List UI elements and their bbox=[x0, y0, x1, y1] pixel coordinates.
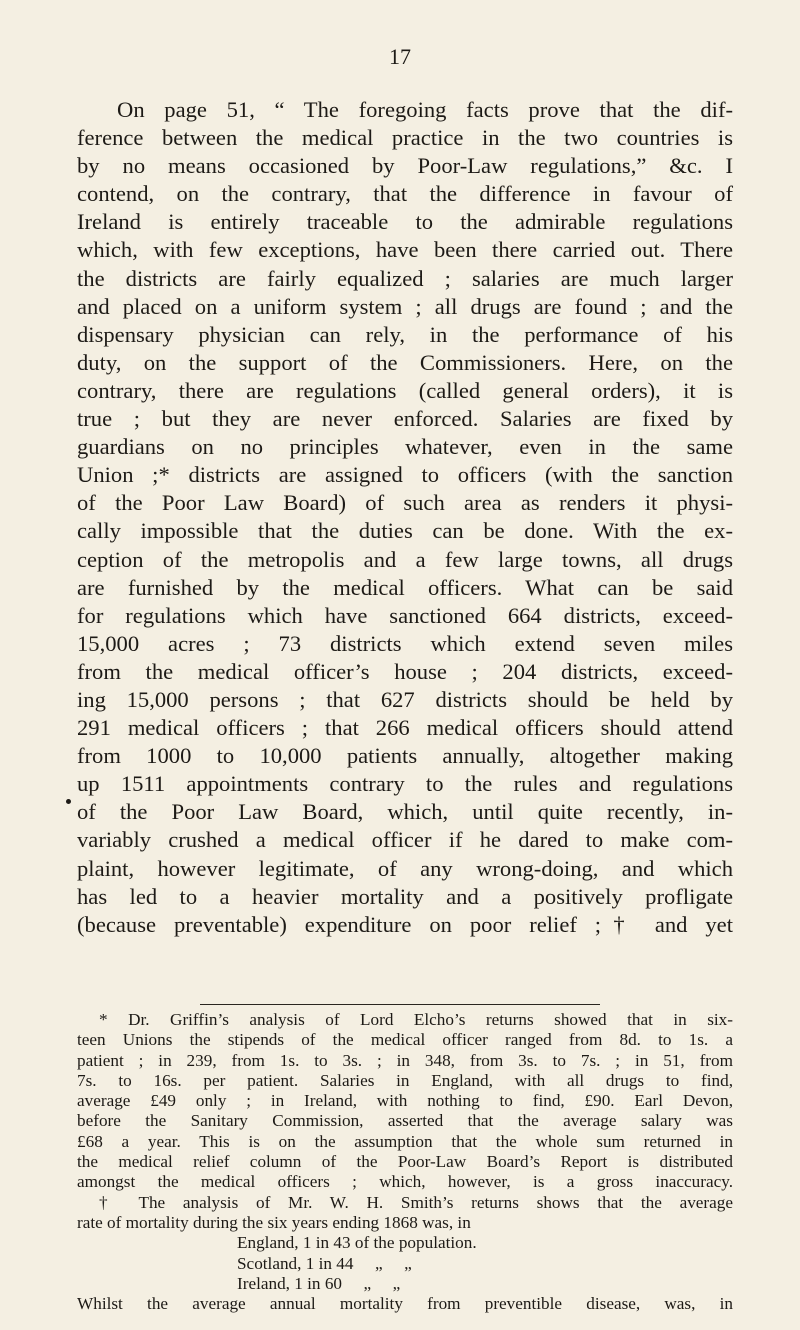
text-line: 15,000 acres ; 73 districts which extend seven miles bbox=[77, 630, 733, 656]
text-line: of the Poor Law Board) of such area as renders it physi- bbox=[77, 490, 733, 516]
text-line: variably crushed a medical officer if he dared to make com- bbox=[77, 827, 733, 853]
footnote-line: rate of mortality during the six years ending 1868 was, in bbox=[77, 1212, 471, 1232]
footnote-line: patient ; in 239, from 1s. to 3s. ; in 348, from 3s. to 7s. ; in 51, from bbox=[77, 1050, 733, 1070]
text-line: Union ;* districts are assigned to officers (with the sanction bbox=[77, 462, 733, 488]
text-line: ing 15,000 persons ; that 627 districts should be held by bbox=[77, 686, 733, 712]
footnote-line: teen Unions the stipends of the medical officer ranged from 8d. to 1s. a bbox=[77, 1030, 733, 1050]
text-line: contend, on the contrary, that the difference in favour of bbox=[77, 181, 733, 207]
mortality-row-scotland: Scotland, 1 in 44 „ „ bbox=[237, 1253, 412, 1273]
text-line: has led to a heavier mortality and a positively profligate bbox=[77, 883, 733, 909]
footnote-line: average £49 only ; in Ireland, with nothing to find, £90. Earl Devon, bbox=[77, 1091, 733, 1111]
text-line: dispensary physician can rely, in the performance of his bbox=[77, 321, 733, 347]
text-line: duty, on the support of the Commissioners. Here, on the bbox=[77, 349, 733, 375]
text-line: cally impossible that the duties can be done. With the ex- bbox=[77, 518, 733, 544]
footnotes-block bbox=[77, 1010, 733, 1314]
text-line: are furnished by the medical officers. What can be said bbox=[77, 574, 733, 600]
footnote-line: † The analysis of Mr. W. H. Smith’s returns shows that the average bbox=[99, 1192, 733, 1212]
text-line: for regulations which have sanctioned 664 districts, exceed- bbox=[77, 602, 733, 628]
text-line: guardians on no principles whatever, even in the same bbox=[77, 434, 733, 460]
text-line: contrary, there are regulations (called general orders), it is bbox=[77, 377, 733, 403]
footnote-line: the medical relief column of the Poor-Law Board’s Report is distributed bbox=[77, 1152, 733, 1172]
text-line: On page 51, “ The foregoing facts prove that the dif- bbox=[117, 97, 733, 122]
margin-dot-mark bbox=[66, 799, 71, 804]
footnote-line: * Dr. Griffin’s analysis of Lord Elcho’s returns showed that in six- bbox=[99, 1010, 733, 1029]
text-line: ference between the medical practice in the two countries is bbox=[77, 125, 733, 151]
text-line: plaint, however legitimate, of any wrong-doing, and which bbox=[77, 855, 733, 881]
footnote-line: before the Sanitary Commission, asserted that the average salary was bbox=[77, 1111, 733, 1131]
text-line: which, with few exceptions, have been there carried out. There bbox=[77, 237, 733, 263]
text-line: by no means occasioned by Poor-Law regulations,” &c. I bbox=[77, 153, 733, 179]
text-line: the districts are fairly equalized ; salaries are much larger bbox=[77, 265, 733, 291]
footnote-line: £68 a year. This is on the assumption that the whole sum returned in bbox=[77, 1131, 733, 1151]
mortality-row-england: England, 1 in 43 of the population. bbox=[237, 1233, 477, 1253]
text-line: and placed on a uniform system ; all drugs are found ; and the bbox=[77, 293, 733, 319]
text-line: up 1511 appointments contrary to the rules and regulations bbox=[77, 771, 733, 797]
page-number: 17 bbox=[389, 44, 411, 69]
text-line: from the medical officer’s house ; 204 districts, exceed- bbox=[77, 658, 733, 684]
footnote-line: 7s. to 16s. per patient. Salaries in England, with all drugs to find, bbox=[77, 1070, 733, 1090]
main-text-block bbox=[77, 96, 733, 939]
text-line: (because preventable) expenditure on poor relief ;† and yet bbox=[77, 911, 733, 937]
text-line: of the Poor Law Board, which, until quite recently, in- bbox=[77, 799, 733, 825]
footnote-line: amongst the medical officers ; which, however, is a gross inaccuracy. bbox=[77, 1172, 733, 1192]
text-line: true ; but they are never enforced. Salaries are fixed by bbox=[77, 406, 733, 432]
text-line: 291 medical officers ; that 266 medical officers should attend bbox=[77, 715, 733, 741]
footnote-closing-line: Whilst the average annual mortality from preventible disease, was, in bbox=[77, 1294, 733, 1314]
text-line: from 1000 to 10,000 patients annually, altogether making bbox=[77, 743, 733, 769]
footnote-divider bbox=[200, 1004, 600, 1005]
mortality-row-ireland: Ireland, 1 in 60 „ „ bbox=[237, 1273, 401, 1293]
text-line: ception of the metropolis and a few large towns, all drugs bbox=[77, 546, 733, 572]
text-line: Ireland is entirely traceable to the admirable regulations bbox=[77, 209, 733, 235]
